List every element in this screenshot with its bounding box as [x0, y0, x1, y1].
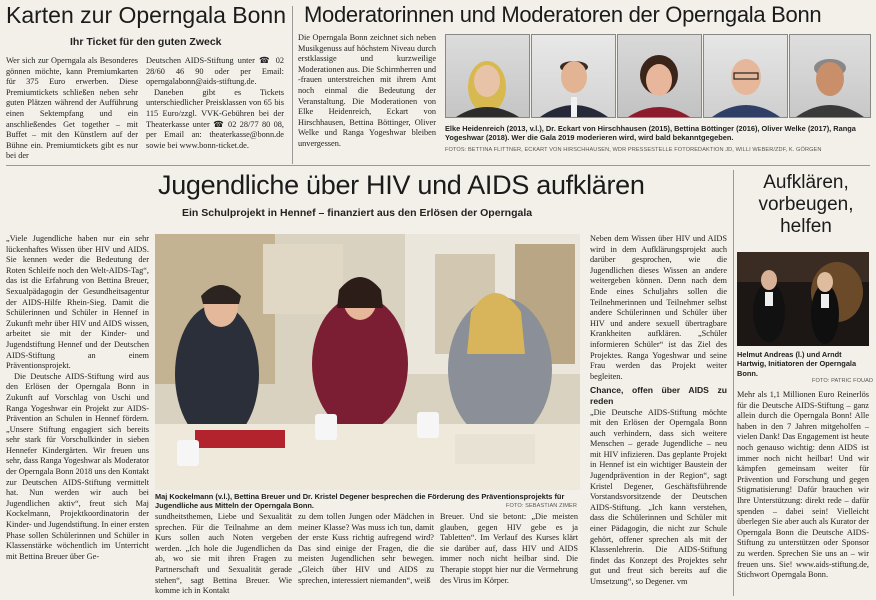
sidebar-photo-credit: FOTO: PATRIC FOUAD	[812, 378, 874, 384]
article-column-1	[6, 234, 149, 596]
article-column-4: Breuer. Und sie betont: „Die meisten glauben, gegen HIV gebe es ja Tabletten“. Im Verlauf des Kurses klärt sie darüber auf, dass HIV und AIDS immer noch nicht heilbar sind. Die Therapie stoppt hier nur die Vermehrung des Virus im Körper.	[440, 512, 578, 585]
article-photo-caption: Maj Kockelmann (v.l.), Bettina Breuer und Dr. Kristel Degener besprechen die Förderung des Präventionsprojekts für Jugendliche aus Mitteln der Operngala Bonn.	[155, 492, 565, 511]
article-photo-credit: FOTO: SEBASTIAN ZIMER	[506, 503, 577, 509]
moderators-body: Die Operngala Bonn zeichnet sich neben Musikgenuss auf höchstem Niveau durch erstklassige und kurzweilige Moderationen aus. Die Schirmherren und -frauen unterstreichen mit ihrem Amt noch einmal die Bedeutung der Veranstaltung. Die Moderationen von Elke Heidenreich, Eckart von Hirschhausen, Bettina Böttinger, Oliver Welke und Ranga Yogeshwar bleiben unvergessen.	[298, 33, 436, 148]
sidebar-photo	[737, 252, 869, 346]
moderators-photo-credit: FOTOS: BETTINA FLITTNER, ECKART VON HIRSCHHAUSEN, WDR PRESSESTELLE FOTOREDAKTION JD, WILLI WEBER/ZDF, K. GÖRGEN	[445, 147, 822, 153]
portrait-boettinger	[617, 34, 702, 118]
sidebar-rule	[733, 170, 734, 596]
sidebar-body: Mehr als 1,1 Millionen Euro Reinerlös für die Deutsche AIDS-Stiftung – ganz allein durch die Operngala Bonn! Alle haben in den 7 Jahren mitgeholfen – vielen Dank! Das Engagement ist heute noch genauso wichtig: denn AIDS ist immer noch nicht heilbar! Und wir kämpfen gemeinsam weiter für Prävention und Forschung und gegen Stigmatisierung! Dafür brauchen wir Ihre Unterstützung: direkt rede – dafür spenden – dabei sein! Vielleicht überlegen Sie aber auch als Kurator der Operngala Bonn die Deutsche AIDS-Stiftung zu unterstützen oder Sponsor zu werden. Sprechen Sie uns an – wir freuen uns. Sie! www.aids-stiftung.de, Stichwort Operngala Bonn.	[737, 390, 869, 580]
tickets-headline: Karten zur Operngala Bonn	[6, 2, 287, 28]
article-col1-paragraph-2: Die Deutsche AIDS-Stiftung wird aus den Erlösen der Operngala Bonn in Zukunft auf Vorschlag von Uschi und Ranga Yogeshwar ein Projekt zur AIDS-Prävention an Schulen in Hennef fördern. „Unsere Stiftung engagiert sich bereits sehr stark für Vorschulkinder in sieben Hennefer Kindergärten. Wir freuen uns sehr, dass Ranga Yogeshwar als Moderator der Operngala Bonn 2018 uns den Kontakt zur Deutschen AIDS-Stiftung vermittelt hat. Nun werden wir auch bei Jugendlichen aktiv“, freut sich Maj Kockelmann, Projektkoordinatorin der Kinder- und Jugendstiftung. In einer ersten Phase sollen Schülerinnen und Schüler in Klassenstärke wöchentlich im Unterricht mit Bettina Breuer über Ge-	[6, 371, 149, 561]
right-col-paragraph-1: Neben dem Wissen über HIV und AIDS wird in dem Aufklärungsprojekt auch darüber gesprochen, wie die Jugendlichen dieses Wissen an andere weitergeben können. Denn nach dem Ende eines Schuljahrs sollen die Teilnehmerinnen und Teilnehmer selbst andere Schülerinnen und Schüler über HIV und andere sexuell übertragbare Krankheiten aufklären. „Schüler informieren Schüler“ ist das Ziel des Projektes. Ranga Yogeshwar und seine Frau werden das Projekt weiter begleiten.	[590, 234, 727, 381]
tickets-column-1: Wer sich zur Operngala als Besonderes gönnen möchte, kann Premiumkarten für 375 Euro erwerben. Diese Premiumtickets schließen neben sehr guten Plätzen während der Aufführung einen Sektempfang und ein anschließendes Get together – mit Buffet – mit den Künstlern auf der Bühne ein. Premiumtickets gibt es nur bei der	[6, 56, 138, 161]
article-headline: Jugendliche über HIV und AIDS aufklären	[158, 170, 645, 200]
moderators-headline: Moderatorinnen und Moderatoren der Operngala Bonn	[304, 2, 822, 27]
sidebar-photo-caption: Helmut Andreas (l.) und Arndt Hartwig, Initiatoren der Operngala Bonn.	[737, 350, 857, 378]
article-col1-paragraph-1: „Viele Jugendliche haben nur ein sehr lückenhaftes Wissen über HIV und AIDS. Sie kennen weder die Bedeutung der Roten Schleife noch den Welt-AIDS-Tag“, das ist die Erfahrung von Bettina Breuer, Sexualpädagogin der Gesundheitsagentur der AIDS-Hilfe Rhein-Sieg. Damit die Schülerinnen und Schüler in Hennef in Zukunft mehr über HIV und AIDS wissen, arbeitet sie mit der Kinder- und Jugendstiftung Hennef und der Deutschen AIDS-Stiftung an einem Präventionsprojekt.	[6, 234, 149, 371]
right-col-subhead: Chance, offen über AIDS zu reden	[590, 385, 727, 406]
right-col-paragraph-2: „Die Deutsche AIDS-Stiftung möchte mit den Erlösen der Operngala Bonn auch verhindern, dass sich weitere Menschen – gerade Jugendliche – neu mit HIV infizieren. Das geplante Projekt in Hennef ist ein wichtiger Baustein der Jugendprävention in der Region“, sagt Kristel Degener, Geschäftsführende Vorstandsvorsitzende der Deutschen AIDS-Stiftung. „Ich kann verstehen, dass die Schülerinnen und Schüler mit einer Pädagogin, die nicht zur Schule gehört, offener sprechen als mit der Klassenlehrerin. Die AIDS-Stiftung findet das Konzept des Projektes sehr gut und freut sich bereits auf die Umsetzung“, so Degener. vm	[590, 407, 727, 586]
article-column-3: zu dem tollen Jungen oder Mädchen in meiner Klasse? Was muss ich tun, damit der erste Kuss richtig aufregend wird? Das sind einige der Fragen, die die meisten Jugendlichen sehr bewegen. „Gleich über HIV und AIDS zu sprechen, interessiert niemanden“, weiß	[298, 512, 434, 585]
horizontal-rule	[6, 165, 870, 166]
article-right-column	[590, 234, 727, 596]
article-column-2: sundheitsthemen, Liebe und Sexualität sprechen. Für die Teilnahme an dem Kurs sollen auch Noten vergeben werden. „Ich hole die Jugendlichen da ab, wo sie mit ihren Fragen zu Partnerschaft und Sexualität gerade stehen“, sagt Bettina Breuer. Wie komme ich in Kontakt	[155, 512, 292, 596]
moderators-caption: Elke Heidenreich (2013, v.l.), Dr. Eckart von Hirschhausen (2015), Bettina Böttinger (2016), Oliver Welke (2017), Ranga Yogeshwar (2018). Wer die Gala 2019 moderieren wird, wird bald bekanntgegeben.	[445, 124, 856, 143]
sidebar-headline: Aufklären, vorbeugen, helfen	[758, 172, 854, 237]
article-photo	[155, 234, 580, 490]
portrait-welke	[703, 34, 788, 118]
tickets-paragraph-2: Daneben gibt es Tickets unterschiedlicher Preisklassen von 65 bis 115 Euro/zzgl. VVK-Gebühren bei der Theaterkasse unter ☎ 02 28/77 80 08, per Email an: theaterkasse@bonn.de sowie bei www.bonn-ticket.de.	[146, 87, 284, 150]
portrait-yogeshwar	[789, 34, 871, 118]
tickets-subheadline: Ihr Ticket für den guten Zweck	[70, 36, 222, 48]
column-rule	[292, 6, 293, 164]
portrait-hirschhausen	[531, 34, 616, 118]
tickets-paragraph-1: Deutschen AIDS-Stiftung unter ☎ 02 28/60 46 90 oder per Email: operngalabonn@aids-stiftung.de.	[146, 56, 284, 87]
article-subheadline: Ein Schulprojekt in Hennef – finanziert aus den Erlösen der Operngala	[182, 207, 533, 219]
portrait-heidenreich	[445, 34, 530, 118]
tickets-column-2	[146, 56, 284, 168]
